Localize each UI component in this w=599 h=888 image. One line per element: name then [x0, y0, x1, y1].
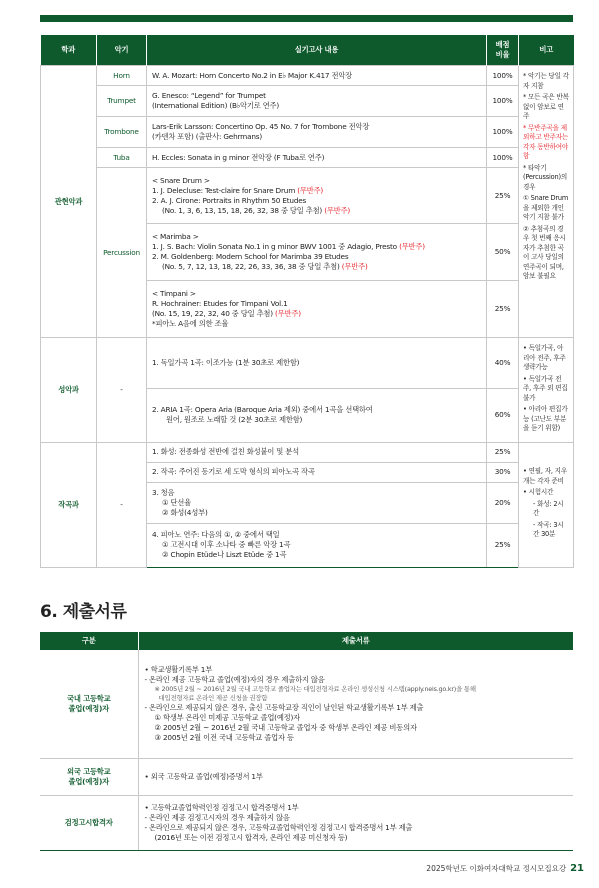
table-row-horn: [41, 66, 574, 86]
content-line: 2. A. J. Cirone: Portraits in Rhythm 50 Etudes: [152, 195, 307, 205]
content-comp-4: [147, 523, 487, 567]
table-row-trombone: [41, 117, 574, 148]
content-comp-3: [147, 482, 487, 523]
dept-orchestra: 관현악과: [41, 66, 97, 338]
content-line: [152, 242, 481, 252]
doc-note: ※ 2005년 2월 ~ 2016년 2월 국내 고등학교 졸업자는 대입전형자료 온라인 생성신청 시스템(apply.neis.go.kr)을 통해: [154, 684, 476, 693]
content-line: ① 고전시대 이후 소나타 중 빠른 악장 1곡: [162, 540, 291, 549]
pct-trombone: 100%: [487, 117, 519, 148]
content-line: [152, 186, 481, 196]
content-line: R. Hochrainer: Etudes for Timpani Vol.1: [152, 299, 288, 308]
content-timpani: [147, 281, 487, 338]
note-item: • 독일가곡, 아리아 전주, 후주 생략가능: [523, 344, 566, 371]
composition-notes: [519, 442, 574, 567]
pct-horn: 100%: [487, 66, 519, 86]
type-domestic: 국내 고등학교 졸업(예정)자: [40, 650, 138, 758]
documents-table: [40, 632, 573, 851]
table-row-ged: [40, 795, 573, 850]
inst-composition: -: [97, 442, 147, 567]
pct-comp-4: 25%: [487, 523, 519, 567]
docs-domestic: [138, 650, 573, 758]
doc-line: - 온라인으로 제공되지 않은 경우, 고등학교졸업학력인정 검정고시 합격증명서 1부 제출: [144, 822, 413, 832]
pct-comp-1: 25%: [487, 442, 519, 462]
doc-line: • 학교생활기록부 1부: [144, 664, 213, 674]
content-line: 원어, 원조로 노래할 것 (2분 30초로 제한함): [166, 415, 303, 425]
note-item: - 작곡: 3시간 30분: [533, 520, 564, 539]
content-line: < Timpani >: [152, 289, 196, 298]
unaccompanied-tag: (무반주): [341, 262, 368, 271]
inst-percussion: Percussion: [97, 168, 147, 338]
note-item: • 시험시간: [523, 488, 554, 497]
pct-comp-3: 20%: [487, 482, 519, 523]
note-item: - 화성: 2시간: [533, 499, 564, 518]
header-type: 구분: [40, 632, 138, 650]
table-row-snare: [41, 168, 574, 224]
header-docs: 제출서류: [138, 632, 573, 650]
text-span: (No. 5, 7, 12, 13, 18, 22, 26, 33, 36, 38 중 당일 추첨): [162, 262, 342, 271]
note-item: * 모든 곡은 반복 없이 암보로 연주: [523, 93, 569, 120]
note-item: • 아리아 편집가능 (고난도 부분을 듣기 위함): [523, 405, 568, 432]
content-comp-2: 2. 작곡: 주어진 동기로 세 도막 형식의 피아노곡 작곡: [147, 462, 487, 482]
table-row-foreign: [40, 758, 573, 795]
table-header-row: [40, 632, 573, 650]
content-trombone: [147, 117, 487, 148]
doc-line: - 온라인 제공 고등학교 졸업(예정)자의 경우 제출하지 않음: [144, 674, 325, 684]
text-span: 1. J. Delecluse: Test-claire for Snare Drum: [152, 185, 298, 195]
header-dept: 학과: [41, 35, 97, 66]
content-line: Lars-Erik Larsson: Concertino Op. 45 No. 7 for Trombone 전악장: [152, 122, 370, 131]
note-item: • 연필, 자, 지우개는 각자 준비: [523, 467, 568, 485]
unaccompanied-tag: (무반주): [399, 242, 425, 251]
content-vocal-2: [147, 388, 487, 442]
text-span: (No. 15, 19, 22, 32, 40 중 당일 추첨): [152, 309, 276, 318]
inst-trombone: Trombone: [97, 117, 147, 148]
doc-line: ② 2005년 2월 ~ 2016년 2월 국내 고등학교 졸업자 중 학생부 온라인 제공 비동의자: [154, 722, 417, 732]
header-content: 실기고사 내용: [147, 35, 487, 66]
pct-marimba: 50%: [487, 224, 519, 281]
note-item: * 악기는 당일 각자 지참: [523, 72, 569, 90]
pct-vocal-1: 40%: [487, 338, 519, 389]
page-number: 21: [570, 863, 584, 874]
pct-vocal-2: 60%: [487, 388, 519, 442]
docs-foreign: • 외국 고등학교 졸업(예정)증명서 1부: [138, 758, 573, 795]
doc-line: - 온라인 제공 검정고시자의 경우 제출하지 않음: [144, 812, 290, 822]
content-line: 4. 피아노 연주: 다음의 ①, ② 중에서 택일: [152, 530, 280, 539]
table-row-vocal-1: [41, 338, 574, 389]
content-horn: W. A. Mozart: Horn Concerto No.2 in E♭ Major K.417 전악장: [147, 66, 487, 86]
content-line: < Snare Drum >: [152, 175, 210, 185]
dept-vocal: 성악과: [41, 338, 97, 443]
type-ged: 검정고시합격자: [40, 795, 138, 850]
pct-tuba: 100%: [487, 148, 519, 168]
content-marimba: [147, 224, 487, 281]
practical-exam-table: [40, 35, 574, 568]
content-line: [152, 309, 481, 319]
inst-horn: Horn: [97, 66, 147, 86]
pct-comp-2: 30%: [487, 462, 519, 482]
content-snare: [147, 168, 487, 224]
content-comp-1: 1. 화성: 전종화성 전반에 걸친 화성붙이 및 분석: [147, 442, 487, 462]
note-item: • 독일가곡 전주, 후주 외 편집불가: [523, 374, 568, 402]
inst-vocal: -: [97, 338, 147, 443]
content-line: 2. ARIA 1곡: Opera Aria (Baroque Aria 제외) 중에서 1곡을 선택하여: [152, 405, 373, 415]
content-trumpet: [147, 86, 487, 117]
content-line: 3. 청음: [152, 487, 175, 497]
inst-tuba: Tuba: [97, 148, 147, 168]
section-title: 6. 제출서류: [40, 602, 127, 622]
type-foreign: 외국 고등학교 졸업(예정)자: [40, 758, 138, 795]
content-line: (International Edition) (B♭악기로 연주): [152, 101, 280, 110]
content-line: ① 단선율: [162, 497, 192, 507]
content-line: (카덴차 포함) (출판사: Gehrmans): [152, 132, 263, 141]
dept-composition: 작곡과: [41, 442, 97, 567]
content-line: ② Chopin Etüde나 Liszt Etüde 중 1곡: [162, 550, 287, 559]
note-item: ① Snare Drum을 제외한 개인악기 지참 불가: [523, 194, 569, 221]
unaccompanied-tag: (무반주): [297, 185, 324, 195]
doc-line: - 온라인으로 제공되지 않은 경우, 출신 고등학교장 직인이 날인된 학교생활기록부 1부 제출: [144, 702, 424, 712]
doc-line: • 고등학교졸업학력인정 검정고시 합격증명서 1부: [144, 802, 299, 812]
content-line: < Marimba >: [152, 232, 199, 241]
content-line: G. Enesco: “Legend” for Trumpet: [152, 91, 266, 100]
header-note: 비고: [519, 35, 574, 66]
header-weight: 배점 비율: [487, 35, 519, 66]
table-header-row: [41, 35, 574, 66]
footer-text: 2025학년도 이화여자대학교 정시모집요강: [426, 864, 567, 873]
content-line: ② 화성(4성부): [162, 507, 208, 517]
note-item-warning: * 무반주곡을 제외하고 반주자는 각자 동반하여야함: [523, 123, 569, 160]
content-line: *피아노 A음에 의한 조율: [152, 319, 229, 328]
content-line: [152, 262, 481, 272]
note-item: ② 추첨곡의 경우 첫 번째 응시자가 추첨한 곡이 고사 당일의 연주곡이 되며, 암보 불필요: [523, 224, 566, 280]
note-item: * 타악기 (Percussion)의 경우: [523, 163, 567, 191]
content-line: 2. M. Goldenberg: Modern School for Marimba 39 Etudes: [152, 252, 349, 261]
unaccompanied-tag: (무반주): [275, 309, 301, 318]
doc-line: (2016년 또는 이전 검정고시 합격자, 온라인 제공 미신청자 등): [154, 832, 348, 842]
text-span: (No. 1, 3, 6, 13, 15, 18, 26, 32, 38 중 당일 추첨): [162, 205, 325, 215]
content-line: [152, 206, 481, 216]
doc-line: ① 학생부 온라인 미제공 고등학교 졸업(예정)자: [154, 712, 301, 722]
pct-trumpet: 100%: [487, 86, 519, 117]
content-tuba: H. Eccles: Sonata in g minor 전악장 (F Tuba로 연주): [147, 148, 487, 168]
doc-note: 대입전형자료 온라인 제공 신청을 권장함: [158, 693, 268, 702]
docs-ged: [138, 795, 573, 850]
inst-trumpet: Trumpet: [97, 86, 147, 117]
page-footer: [426, 863, 584, 874]
table-row-domestic: [40, 650, 573, 758]
content-vocal-1: 1. 독일가곡 1곡: 이조가능 (1분 30초로 제한함): [147, 338, 487, 389]
unaccompanied-tag: (무반주): [324, 205, 351, 215]
top-accent-bar: [40, 15, 573, 22]
pct-timpani: 25%: [487, 281, 519, 338]
pct-snare: 25%: [487, 168, 519, 224]
table-row-tuba: [41, 148, 574, 168]
orchestra-notes: [519, 66, 574, 338]
doc-line: ③ 2005년 2월 이전 국내 고등학교 졸업자 등: [154, 732, 294, 742]
vocal-notes: [519, 338, 574, 443]
header-instrument: 악기: [97, 35, 147, 66]
table-row-trumpet: [41, 86, 574, 117]
table-row-comp-1: [41, 442, 574, 462]
text-span: 1. J. S. Bach: Violin Sonata No.1 in g minor BWV 1001 중 Adagio, Presto: [152, 242, 400, 251]
